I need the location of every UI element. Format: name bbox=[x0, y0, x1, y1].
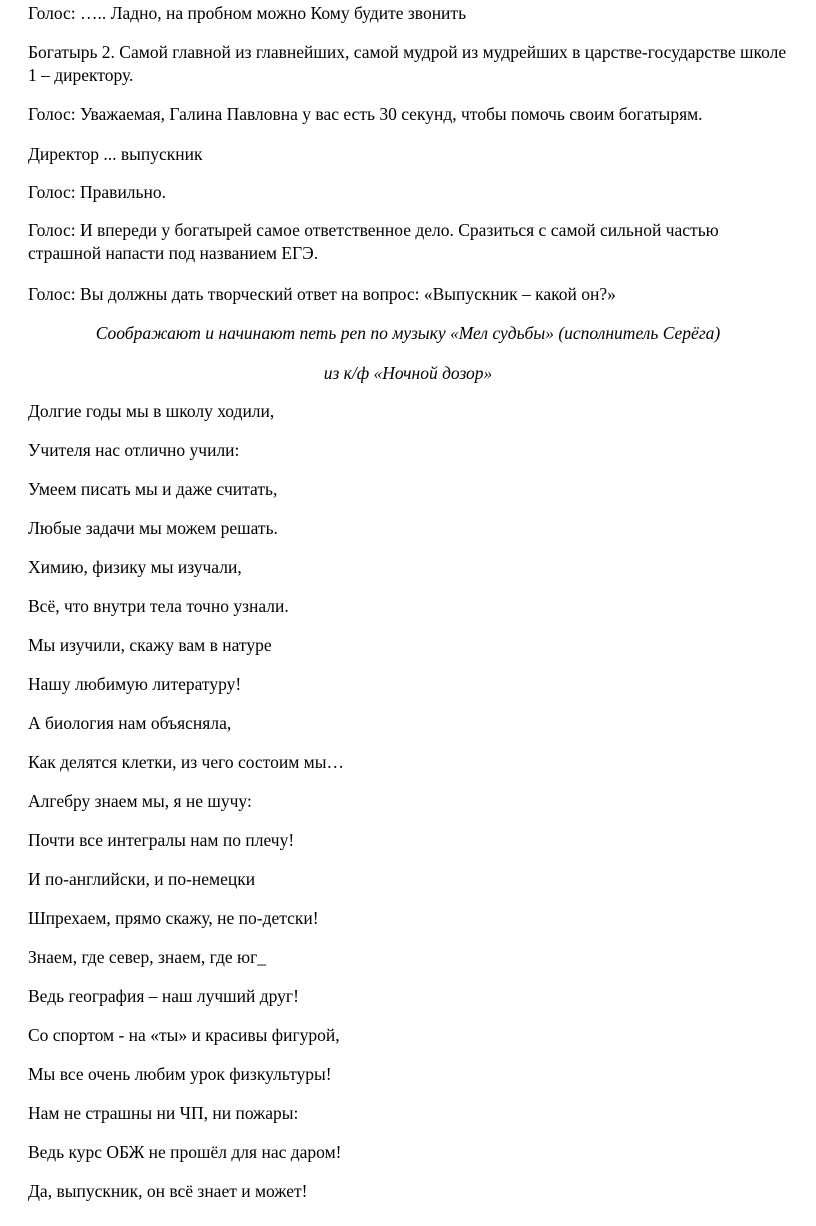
stage-direction-line-1: Соображают и начинают петь реп по музыку «Мел судьбы» (исполнитель Серёга) bbox=[95, 323, 721, 343]
verse-line: Учителя нас отлично учили: bbox=[28, 440, 240, 460]
verse-line: Алгебру знаем мы, я не шучу: bbox=[28, 791, 252, 811]
paragraph-voice-4: Голос: И впереди у богатырей самое ответственное дело. Сразиться с самой сильной частью страшной напасти под названием ЕГЭ. bbox=[28, 220, 719, 263]
paragraph-voice-1: Голос: ….. Ладно, на пробном можно Кому будите звонить bbox=[28, 3, 467, 23]
verse-line: Нашу любимую литературу! bbox=[28, 674, 242, 694]
verse-line: Химию, физику мы изучали, bbox=[28, 557, 242, 577]
verse-line: Всё, что внутри тела точно узнали. bbox=[28, 596, 289, 616]
verse-line: Ведь курс ОБЖ не прошёл для нас даром! bbox=[28, 1142, 342, 1162]
verse-line: Нам не страшны ни ЧП, ни пожары: bbox=[28, 1103, 299, 1123]
verse-line: Любые задачи мы можем решать. bbox=[28, 518, 278, 538]
verse-line: Да, выпускник, он всё знает и может! bbox=[28, 1181, 308, 1201]
verse-line: Умеем писать мы и даже считать, bbox=[28, 479, 278, 499]
verse-line: Со спортом - на «ты» и красивы фигурой, bbox=[28, 1025, 340, 1045]
paragraph-voice-2: Голос: Уважаемая, Галина Павловна у вас есть 30 секунд, чтобы помочь своим богатырям. bbox=[28, 104, 703, 124]
verse-line: Ведь география – наш лучший друг! bbox=[28, 986, 299, 1006]
verse-line: Долгие годы мы в школу ходили, bbox=[28, 401, 275, 421]
paragraph-voice-5: Голос: Вы должны дать творческий ответ на вопрос: «Выпускник – какой он?» bbox=[28, 284, 616, 304]
verse-line: И по-английски, и по-немецки bbox=[28, 869, 256, 889]
paragraph-voice-3: Голос: Правильно. bbox=[28, 182, 167, 202]
paragraph-bogatyr-2: Богатырь 2. Самой главной из главнейших, самой мудрой из мудрейших в царстве-государстве школе 1 – директору. bbox=[28, 42, 787, 85]
verse-line: Шпрехаем, прямо скажу, не по-детски! bbox=[28, 908, 319, 928]
verse-line: А биология нам объясняла, bbox=[28, 713, 232, 733]
verse-line: Как делятся клетки, из чего состоим мы… bbox=[28, 752, 344, 772]
verse-line: Почти все интегралы нам по плечу! bbox=[28, 830, 295, 850]
paragraph-director: Директор ... выпускник bbox=[28, 144, 203, 164]
verse-line: Мы все очень любим урок физкультуры! bbox=[28, 1064, 332, 1084]
stage-direction-line-2: из к/ф «Ночной дозор» bbox=[323, 363, 493, 383]
verse-line: Мы изучили, скажу вам в натуре bbox=[28, 635, 272, 655]
verse-line: Знаем, где север, знаем, где юг_ bbox=[28, 947, 267, 967]
